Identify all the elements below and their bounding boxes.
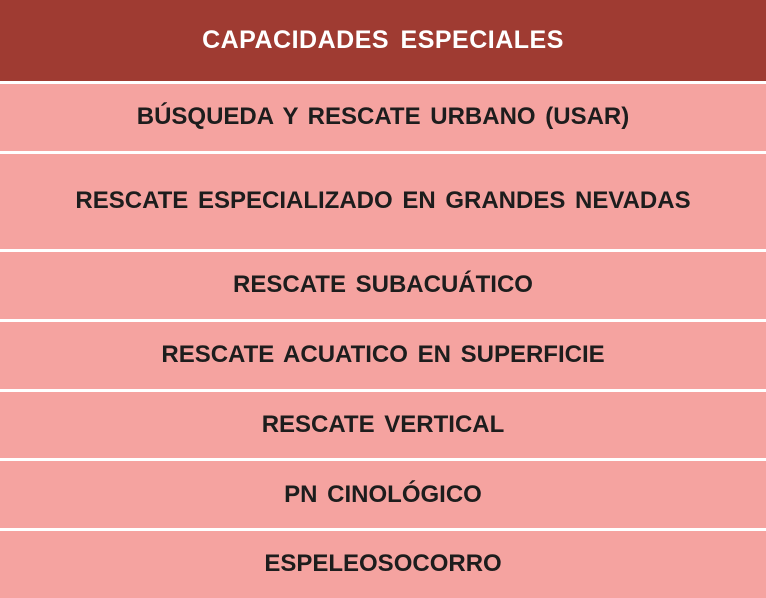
table-row-vertical <box>0 392 766 462</box>
table-row-espeleosocorro <box>0 531 766 598</box>
table-row-usar <box>0 84 766 154</box>
table-row-label: RESCATE ESPECIALIZADO EN GRANDES NEVADAS <box>75 187 691 215</box>
table-row-label: RESCATE ACUATICO EN SUPERFICIE <box>161 340 605 368</box>
table-row-grandes-nevadas <box>0 154 766 252</box>
table-row-cinologico <box>0 461 766 531</box>
table-header-label: CAPACIDADES ESPECIALES <box>202 26 564 54</box>
table-row-label: PN CINOLÓGICO <box>284 480 482 508</box>
table-row-label: ESPELEOSOCORRO <box>264 550 502 578</box>
table-row-label: RESCATE SUBACUÁTICO <box>233 271 533 299</box>
table-row-acuatico-superficie <box>0 322 766 392</box>
table-row-subacuatico <box>0 252 766 322</box>
table-header-row <box>0 0 766 84</box>
table-row-label: RESCATE VERTICAL <box>261 410 505 438</box>
table-row-label: BÚSQUEDA Y RESCATE URBANO (USAR) <box>136 103 630 131</box>
